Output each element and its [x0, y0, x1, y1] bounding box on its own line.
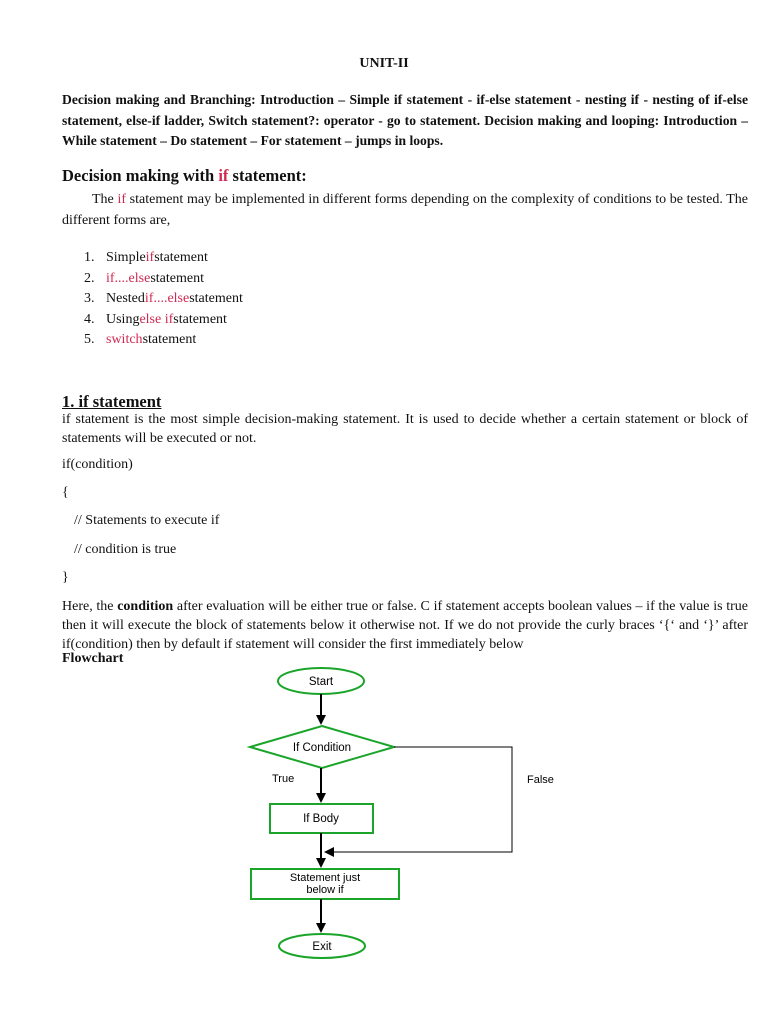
syntax-line: if(condition) [62, 457, 133, 472]
if-body-label: If Body [303, 813, 339, 825]
if-statement-heading: 1. if statement [62, 392, 162, 411]
list-number: 5. [84, 332, 95, 347]
unit-title: UNIT-II [359, 56, 409, 71]
list-text: statement [150, 270, 204, 286]
list-number: 3. [84, 291, 95, 306]
syntax-line: } [62, 570, 69, 585]
syllabus-paragraph: Decision making and Branching: Introduction – Simple if statement - if-else statement - nesting if - nesting of if-else statement, else-if ladder, Switch statement?: operator - go to statement. Decision making and looping: Introduction – While statement – Do statement – For statement – jumps in loops. [62, 92, 748, 148]
syntax-comment: // Statements to execute if [74, 513, 220, 528]
intro-keyword: if [117, 192, 126, 207]
list-number: 1. [84, 250, 95, 265]
list-keyword: if....else [144, 291, 190, 306]
section-heading-keyword: if [218, 166, 229, 185]
list-number: 2. [84, 270, 95, 286]
exit-label: Exit [312, 941, 332, 953]
intro-after: statement may be implemented in different forms depending on the complexity of conditions to be tested. The different forms are, [62, 192, 748, 228]
false-path-arrow [326, 747, 512, 852]
true-label: True [272, 773, 295, 785]
false-label: False [527, 774, 554, 786]
list-text: statement [154, 250, 208, 265]
list-text: statement [173, 311, 227, 327]
flowchart-label: Flowchart [62, 651, 124, 666]
list-number: 4. [84, 311, 95, 327]
intro-before: The [92, 192, 118, 207]
list-keyword: if....else [106, 270, 151, 286]
explanation-bold: condition [117, 599, 174, 614]
list-text: Simple [106, 250, 146, 265]
list-text: Nested [106, 291, 145, 306]
list-text: Using [106, 311, 140, 327]
syntax-line: { [62, 485, 69, 500]
section-heading-before: Decision making with [62, 166, 219, 185]
next-statement-label: below if [306, 884, 344, 896]
condition-label: If Condition [292, 742, 352, 754]
section-heading-after: statement: [228, 166, 307, 185]
next-statement-label: Statement just [289, 872, 361, 884]
if-statement-description: if statement is the most simple decision-making statement. It is used to decide whether a certain statement or block of statements will be executed or not. [62, 412, 748, 446]
explanation-text: after evaluation will be either true or false. C if statement accepts boolean values – if the value is true then it will execute the block of statements below it otherwise not. If we do not provide the curly braces ‘{‘ and ‘}’ after if(condition) then by default if statement will consider the first immediately below [62, 599, 748, 652]
list-keyword: switch [106, 332, 143, 347]
list-keyword: if [145, 250, 155, 265]
start-label: Start [308, 676, 334, 688]
syntax-comment: // condition is true [74, 542, 177, 557]
list-text: statement [189, 291, 243, 306]
explanation-text: Here, the [62, 599, 118, 614]
list-text: statement [142, 332, 197, 347]
list-keyword: else if [139, 311, 174, 327]
